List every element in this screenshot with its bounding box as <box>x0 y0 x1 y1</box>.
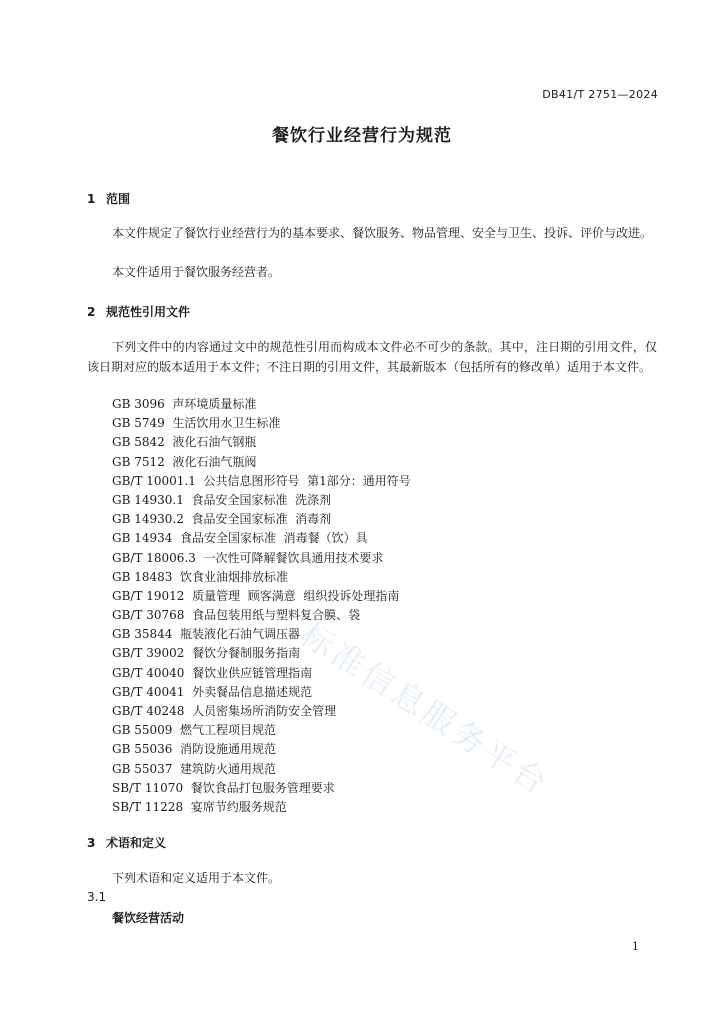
reference-item: GB/T 40248 人员密集场所消防安全管理 <box>112 704 337 718</box>
reference-item: GB 55037 建筑防火通用规范 <box>112 761 277 776</box>
section-number: 1 <box>87 192 96 206</box>
reference-item: GB/T 40040 餐饮业供应链管理指南 <box>112 665 313 680</box>
reference-item: GB 35844 瓶装液化石油气调压器 <box>112 627 301 642</box>
reference-item: SB/T 11228 宴席节约服务规范 <box>112 799 287 814</box>
normative-references-list <box>112 395 411 817</box>
section-title: 规范性引用文件 <box>106 305 191 319</box>
section-3-heading <box>87 834 166 851</box>
term-name: 餐饮经营活动 <box>112 911 185 925</box>
section-number: 3 <box>87 836 96 850</box>
reference-item: GB 14930.1 食品安全国家标准 洗涤剂 <box>112 492 332 507</box>
reference-item: GB 55009 燃气工程项目规范 <box>112 723 277 738</box>
reference-item: GB/T 39002 餐饮分餐制服务指南 <box>112 646 301 661</box>
reference-item: GB/T 18006.3 一次性可降解餐饮具通用技术要求 <box>112 550 384 565</box>
watermark: 标准信息服务平台 <box>294 615 557 804</box>
reference-item: GB 14934 食品安全国家标准 消毒餐（饮）具 <box>112 531 368 546</box>
section-2-heading <box>87 303 190 320</box>
section-title: 术语和定义 <box>106 836 167 850</box>
reference-item: GB 7512 液化石油气瓶阀 <box>112 454 257 469</box>
section-3-paragraph-1: 下列术语和定义适用于本文件。 <box>112 871 281 885</box>
section-number: 2 <box>87 305 96 319</box>
reference-item: GB/T 19012 质量管理 顾客满意 组织投诉处理指南 <box>112 588 400 603</box>
reference-item: GB/T 30768 食品包装用纸与塑料复合膜、袋 <box>112 608 361 623</box>
reference-item: GB/T 40041 外卖餐品信息描述规范 <box>112 684 313 699</box>
page-number: 1 <box>632 940 639 953</box>
reference-item: GB 5749 生活饮用水卫生标准 <box>112 416 281 431</box>
reference-item: GB 14930.2 食品安全国家标准 消毒剂 <box>112 512 332 527</box>
section-1-paragraph-1: 本文件规定了餐饮行业经营行为的基本要求、餐饮服务、物品管理、安全与卫生、投诉、评价与改进。 <box>112 226 653 240</box>
reference-item: GB/T 10001.1 公共信息图形符号 第1部分：通用符号 <box>112 473 411 488</box>
section-title: 范围 <box>106 192 131 206</box>
section-1-paragraph-2: 本文件适用于餐饮服务经营者。 <box>112 265 281 279</box>
reference-item: GB 3096 声环境质量标准 <box>112 397 257 411</box>
reference-item: SB/T 11070 餐饮食品打包服务管理要求 <box>112 780 335 795</box>
reference-item: GB 5842 液化石油气钢瓶 <box>112 435 257 450</box>
section-1-heading <box>87 190 130 207</box>
document-title: 餐饮行业经营行为规范 <box>272 126 452 146</box>
reference-item: GB 55036 消防设施通用规范 <box>112 742 277 757</box>
reference-item: GB 18483 饮食业油烟排放标准 <box>112 569 289 584</box>
term-number: 3.1 <box>87 890 107 904</box>
section-2-paragraph-1: 下列文件中的内容通过文中的规范性引用而构成本文件必不可少的条款。其中，注日期的引用文件，仅该日期对应的版本适用于本文件；不注日期的引用文件，其最新版本（包括所有的修改单）适用于本文件。 <box>87 340 657 374</box>
document-code: DB41/T 2751—2024 <box>542 88 658 101</box>
